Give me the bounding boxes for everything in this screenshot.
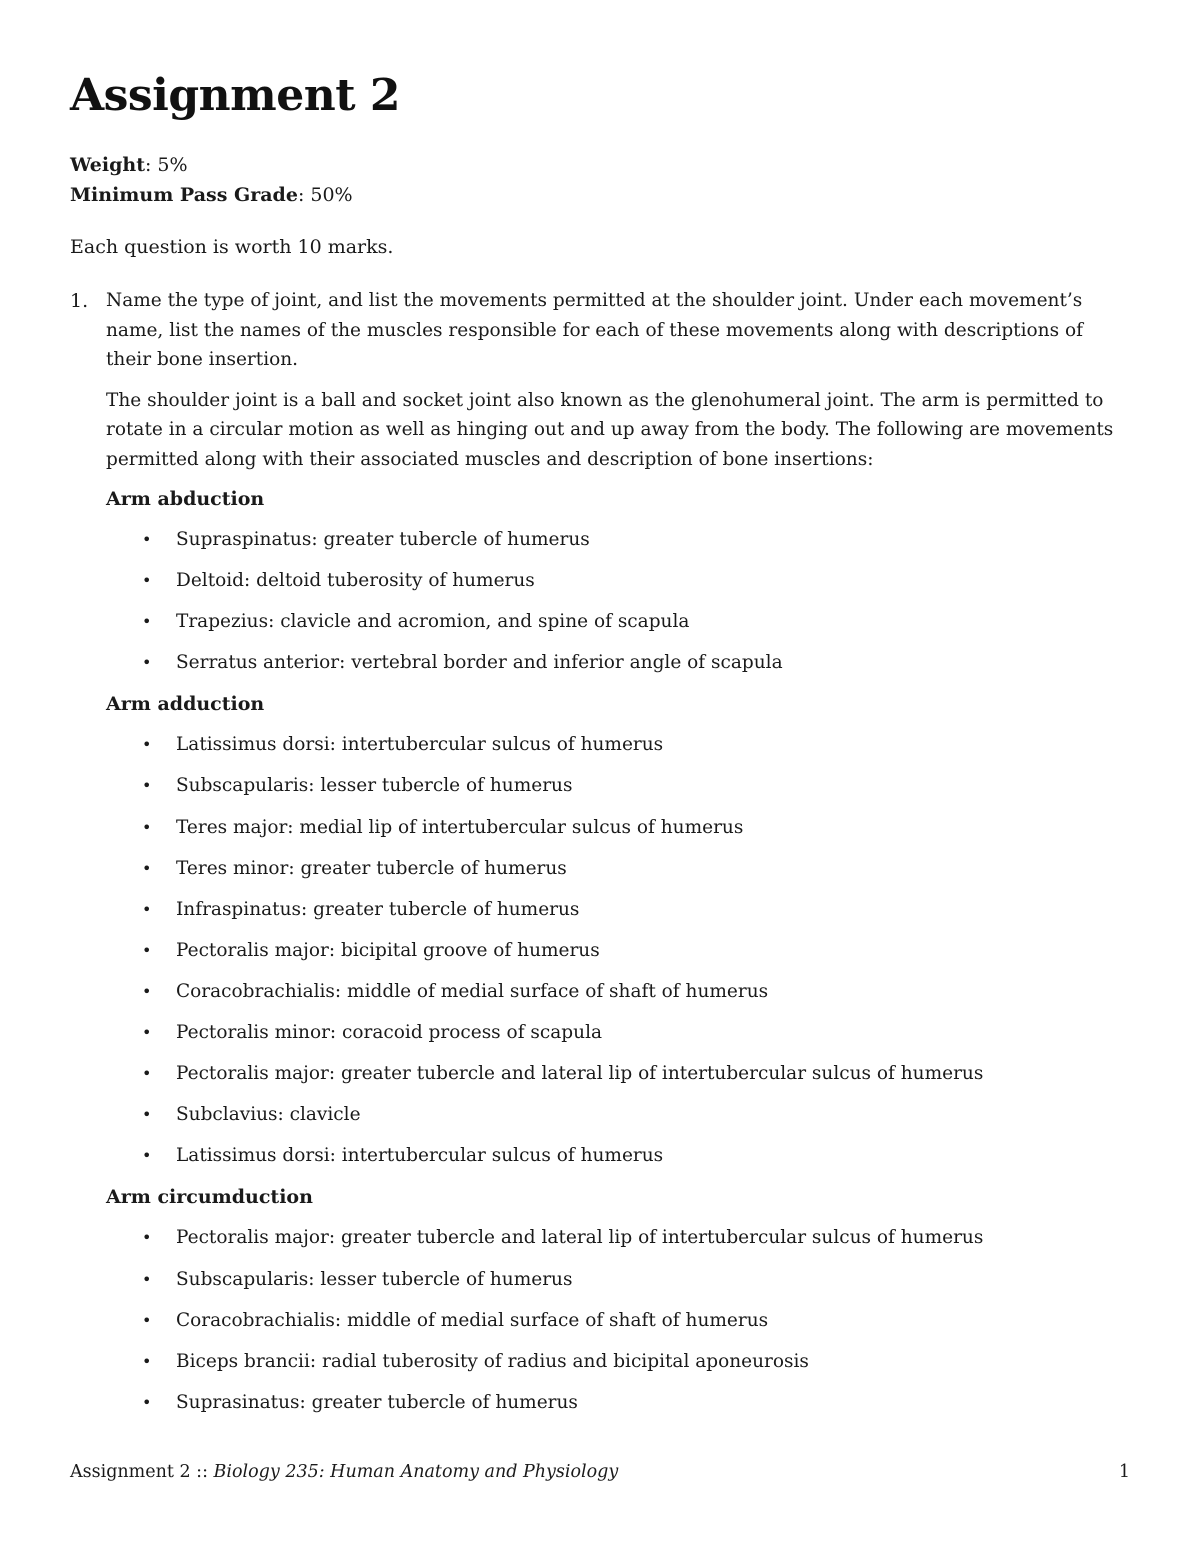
list-item-text: Pectoralis major: greater tubercle and lateral lip of intertubercular sulcus of humerus: [176, 1063, 984, 1085]
muscle-list: [106, 1223, 1126, 1428]
list-item-text: Deltoid: deltoid tuberosity of humerus: [176, 570, 535, 592]
bullet-icon: •: [142, 1228, 152, 1248]
movement-sections: [106, 484, 1126, 1429]
list-item: [106, 525, 1126, 566]
list-item: [106, 936, 1126, 977]
list-item: [106, 1100, 1126, 1141]
bullet-icon: •: [142, 1269, 152, 1289]
answer-paragraph: The shoulder joint is a ball and socket joint also known as the glenohumeral joint. The arm is permitted to rotate in a circular motion as well as hinging out and up away from the body. The following are movements permitted along with their associated muscles and description of bone insertions:: [106, 389, 1114, 470]
bullet-icon: •: [142, 612, 152, 632]
weight-label: Weight: [70, 154, 145, 176]
list-item: [106, 1388, 1126, 1429]
list-item-text: Suprasinatus: greater tubercle of humerus: [176, 1391, 578, 1413]
list-item: [106, 977, 1126, 1018]
bullet-icon: •: [142, 1351, 152, 1371]
list-item: [106, 1347, 1126, 1388]
list-item: [106, 854, 1126, 895]
bullet-icon: •: [142, 817, 152, 837]
list-item: [106, 1265, 1126, 1306]
bullet-icon: •: [142, 1105, 152, 1125]
weight-line: [70, 150, 353, 180]
section-heading: Arm circumduction: [106, 1186, 313, 1209]
list-item-text: Biceps brancii: radial tuberosity of radius and bicipital aponeurosis: [176, 1350, 809, 1372]
list-item-text: Coracobrachialis: middle of medial surface of shaft of humerus: [176, 980, 769, 1002]
list-item-text: Teres minor: greater tubercle of humerus: [176, 857, 567, 879]
list-item-text: Pectoralis major: bicipital groove of humerus: [176, 939, 600, 961]
list-item: [106, 1141, 1126, 1182]
list-item-text: Latissimus dorsi: intertubercular sulcus of humerus: [176, 1145, 664, 1167]
bullet-icon: •: [142, 735, 152, 755]
list-item: [106, 1306, 1126, 1347]
question-1: [70, 286, 1130, 1429]
weight-value: : 5%: [144, 154, 188, 176]
page-footer: [70, 1458, 1130, 1486]
list-item: [106, 1018, 1126, 1059]
assignment-meta: [70, 150, 353, 210]
bullet-icon: •: [142, 1146, 152, 1166]
list-item-text: Subclavius: clavicle: [176, 1104, 361, 1126]
list-item-text: Supraspinatus: greater tubercle of humerus: [176, 529, 590, 550]
list-item: [106, 895, 1126, 936]
bullet-icon: •: [142, 1064, 152, 1084]
bullet-icon: •: [142, 1023, 152, 1043]
muscle-list: [106, 525, 1126, 689]
pass-grade-line: [70, 180, 353, 210]
list-item-text: Pectoralis major: greater tubercle and lateral lip of intertubercular sulcus of humerus: [176, 1227, 984, 1249]
list-item: [106, 1059, 1126, 1100]
list-item-text: Subscapularis: lesser tubercle of humerus: [176, 775, 573, 797]
list-item-text: Teres major: medial lip of intertubercular sulcus of humerus: [176, 816, 744, 838]
page-number: 1: [1118, 1462, 1130, 1482]
list-item-text: Latissimus dorsi: intertubercular sulcus of humerus: [176, 734, 664, 756]
marks-intro: Each question is worth 10 marks.: [70, 236, 394, 258]
list-item: [106, 648, 1126, 689]
page-title: Assignment 2: [70, 70, 400, 121]
list-item: [106, 607, 1126, 648]
bullet-icon: •: [142, 1310, 152, 1330]
list-item: [106, 771, 1126, 812]
muscle-list: [106, 730, 1126, 1182]
section-heading: Arm abduction: [106, 488, 265, 510]
question-number: 1.: [70, 290, 89, 312]
question-text: Name the type of joint, and list the movements permitted at the shoulder joint. Under each movement’s name, list the names of the muscles responsible for each of these movements along with descriptions of their bone insertion.: [106, 290, 1083, 370]
bullet-icon: •: [142, 981, 152, 1001]
bullet-icon: •: [142, 858, 152, 878]
list-item: [106, 1223, 1126, 1264]
bullet-icon: •: [142, 899, 152, 919]
list-item-text: Subscapularis: lesser tubercle of humerus: [176, 1268, 573, 1290]
pass-grade-value: : 50%: [297, 184, 353, 206]
section-heading: Arm adduction: [106, 693, 265, 716]
list-item: [106, 566, 1126, 607]
list-item: [106, 730, 1126, 771]
list-item-text: Coracobrachialis: middle of medial surface of shaft of humerus: [176, 1309, 769, 1331]
bullet-icon: •: [142, 776, 152, 796]
list-item-text: Infraspinatus: greater tubercle of humerus: [176, 898, 580, 920]
list-item-text: Pectoralis minor: coracoid process of scapula: [176, 1022, 603, 1044]
footer-course-title: Biology 235: Human Anatomy and Physiology: [213, 1462, 619, 1482]
bullet-icon: •: [142, 571, 152, 591]
list-item-text: Trapezius: clavicle and acromion, and spine of scapula: [176, 611, 690, 633]
list-item: [106, 813, 1126, 854]
list-item-text: Serratus anterior: vertebral border and inferior angle of scapula: [176, 652, 783, 674]
bullet-icon: •: [142, 940, 152, 960]
bullet-icon: •: [142, 653, 152, 673]
bullet-icon: •: [142, 530, 152, 549]
pass-grade-label: Minimum Pass Grade: [70, 184, 298, 206]
footer-doc-title: Assignment 2 ::: [70, 1462, 214, 1482]
bullet-icon: •: [142, 1392, 152, 1412]
question-body: [106, 286, 1126, 1429]
